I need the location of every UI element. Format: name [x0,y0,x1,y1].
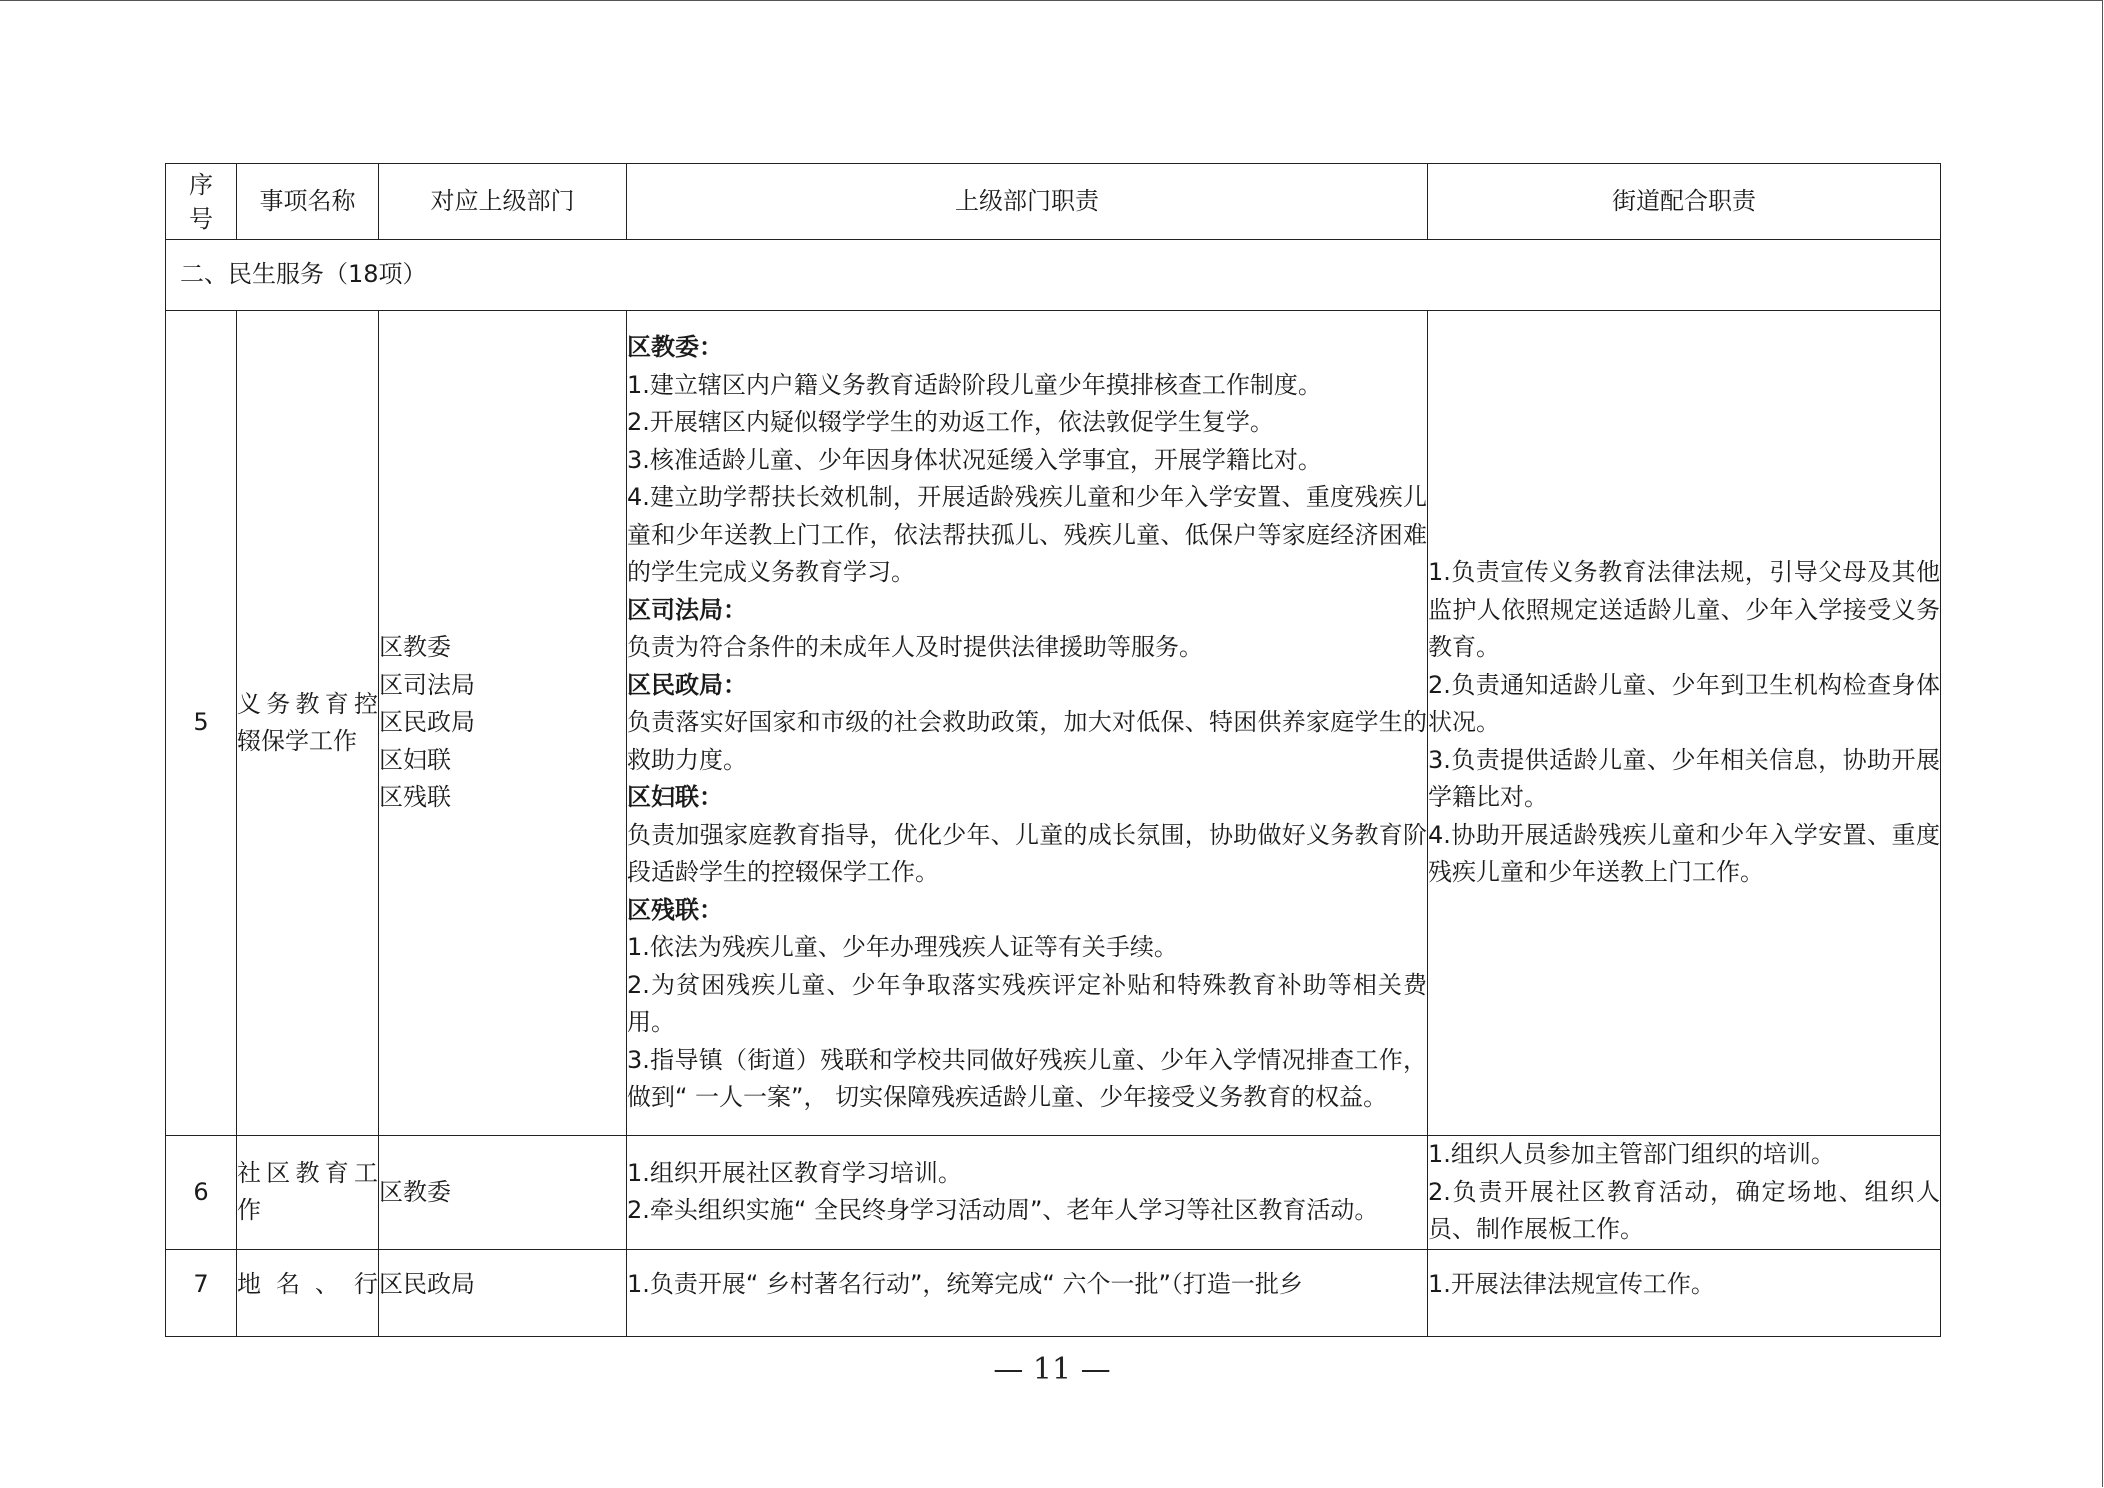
section-row [166,240,1941,311]
table-row [166,1249,1941,1336]
resp-line: 负责为符合条件的未成年人及时提供法律援助等服务。 [627,633,1203,662]
resp-line: 2.牵头组织实施“ 全民终身学习活动周”、老年人学习等社区教育活动。 [627,1196,1379,1225]
dept-item: 区残联 [379,783,451,812]
header-name: 事项名称 [237,164,379,240]
street-line: 1.开展法律法规宣传工作。 [1428,1269,1715,1298]
street-line: 1.组织人员参加主管部门组织的培训。 [1428,1140,1835,1168]
item-name: 义务教育控辍保学工作 [237,311,379,1136]
table-row [166,1136,1941,1250]
street-line: 2.负责通知适龄儿童、少年到卫生机构检查身体状况。 [1428,670,1940,737]
table-row [166,311,1941,1136]
superior-responsibilities [627,1136,1428,1250]
header-resp: 上级部门职责 [627,164,1428,240]
resp-line: 3.核准适龄儿童、少年因身体状况延缓入学事宜，开展学籍比对。 [627,445,1322,474]
row-number: 7 [166,1249,237,1336]
street-line: 4.协助开展适龄残疾儿童和少年入学安置、重度残疾儿童和少年送教上门工作。 [1428,820,1940,887]
row-number: 5 [166,311,237,1136]
row-number: 6 [166,1136,237,1250]
header-dept: 对应上级部门 [379,164,627,240]
table-header-row [166,164,1941,240]
org-heading: 区妇联： [627,783,723,812]
org-heading: 区残联： [627,895,723,924]
resp-line: 1.负责开展“ 乡村著名行动”，统筹完成“ 六个一批”（打造一批乡 [627,1269,1303,1298]
section-title: 二、民生服务（18项） [166,240,1941,311]
dept-list [379,311,627,1136]
responsibility-table [165,163,1941,1337]
superior-responsibilities [627,311,1428,1136]
item-name: 社区教育工作 [237,1136,379,1250]
org-heading: 区司法局： [627,595,747,624]
resp-line: 3.指导镇（街道）残联和学校共同做好残疾儿童、少年入学情况排查工作，做到“ 一人一案”， 切实保障残疾适龄儿童、少年接受义务教育的权益。 [627,1045,1427,1112]
resp-line: 2.开展辖区内疑似辍学学生的劝返工作，依法敦促学生复学。 [627,408,1274,437]
item-name: 地名、行 [237,1249,379,1336]
org-heading: 区教委： [627,333,723,362]
resp-line: 负责加强家庭教育指导，优化少年、儿童的成长氛围，协助做好义务教育阶段适龄学生的控辍保学工作。 [627,820,1427,887]
street-responsibilities [1428,1136,1941,1250]
org-heading: 区民政局： [627,670,747,699]
dept-list [379,1136,627,1250]
dept-item: 区妇联 [379,745,451,774]
street-line: 3.负责提供适龄儿童、少年相关信息，协助开展学籍比对。 [1428,745,1940,812]
page-number: — 11 — [993,1352,1111,1387]
header-street: 街道配合职责 [1428,164,1941,240]
dept-item: 区民政局 [379,708,475,737]
street-responsibilities [1428,1249,1941,1336]
street-line: 2.负责开展社区教育活动，确定场地、组织人员、制作展板工作。 [1428,1177,1940,1243]
header-no: 序 号 [166,164,237,240]
superior-responsibilities [627,1249,1428,1336]
resp-line: 2.为贫困残疾儿童、少年争取落实残疾评定补贴和特殊教育补助等相关费用。 [627,970,1427,1037]
resp-line: 负责落实好国家和市级的社会救助政策，加大对低保、特困供养家庭学生的救助力度。 [627,708,1427,774]
dept-item: 区教委 [379,633,451,662]
street-line: 1.负责宣传义务教育法律法规，引导父母及其他监护人依照规定送适龄儿童、少年入学接受义务教育。 [1428,558,1940,662]
resp-line: 1.建立辖区内户籍义务教育适龄阶段儿童少年摸排核查工作制度。 [627,370,1322,399]
dept-item: 区司法局 [379,670,475,699]
dept-item: 区民政局 [379,1269,475,1298]
dept-list [379,1249,627,1336]
resp-line: 1.组织开展社区教育学习培训。 [627,1158,962,1187]
street-responsibilities [1428,311,1941,1136]
resp-line: 4.建立助学帮扶长效机制，开展适龄残疾儿童和少年入学安置、重度残疾儿童和少年送教上门工作，依法帮扶孤儿、残疾儿童、低保户等家庭经济困难的学生完成义务教育学习。 [627,483,1427,587]
resp-line: 1.依法为残疾儿童、少年办理残疾人证等有关手续。 [627,933,1178,962]
dept-item: 区教委 [379,1177,451,1206]
